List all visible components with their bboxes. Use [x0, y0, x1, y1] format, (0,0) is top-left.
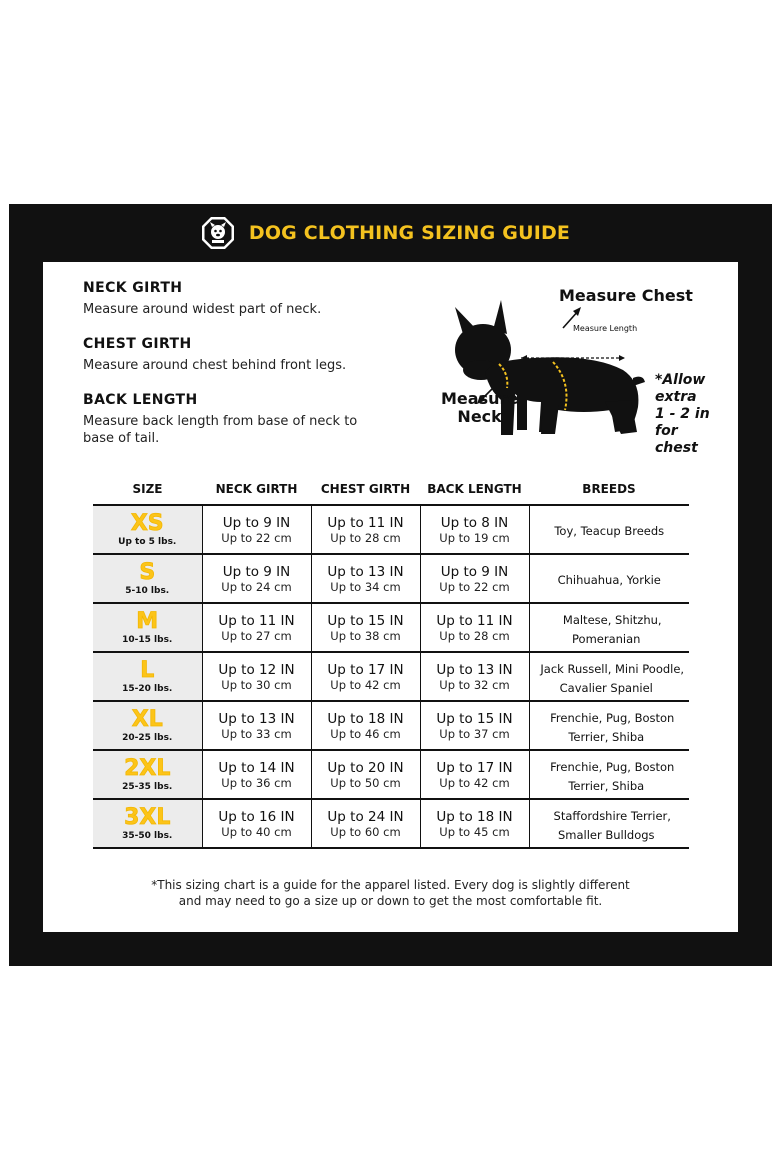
- size-weight: 15-20 lbs.: [122, 684, 173, 694]
- back-inches: Up to 8 IN: [440, 514, 509, 531]
- breeds-text: Frenchie, Pug, Boston Terrier, Shiba: [550, 710, 675, 744]
- neck-girth-cell: [202, 603, 311, 652]
- neck-cm: Up to 24 cm: [221, 579, 292, 594]
- measure-chest-label: Measure Chest: [559, 286, 693, 305]
- breeds-text: Jack Russell, Mini Poodle, Cavalier Spaniel: [540, 661, 685, 695]
- breeds-cell: [529, 603, 689, 652]
- back-cm: Up to 42 cm: [439, 775, 510, 790]
- breeds-text: Maltese, Shitzhu, Pomeranian: [562, 612, 662, 646]
- section-description: Measure around chest behind front legs.: [83, 358, 347, 373]
- neck-girth-cell: [202, 652, 311, 701]
- size-weight: 20-25 lbs.: [122, 733, 173, 743]
- size-code: 2XL: [124, 756, 171, 781]
- back-cm: Up to 32 cm: [439, 677, 510, 692]
- chest-girth-cell: [311, 652, 420, 701]
- neck-inches: Up to 9 IN: [222, 514, 291, 531]
- measure-length-label: Measure Length: [573, 324, 638, 333]
- size-code: 3XL: [124, 805, 171, 830]
- neck-inches: Up to 11 IN: [218, 612, 295, 629]
- table-header-row: [93, 474, 689, 505]
- back-cm: Up to 19 cm: [439, 530, 510, 545]
- allow-extra-line: 1 - 2 in: [655, 406, 710, 422]
- breeds-text: Chihuahua, Yorkie: [557, 573, 661, 587]
- chest-cm: Up to 28 cm: [330, 530, 401, 545]
- chest-inches: Up to 11 IN: [327, 514, 404, 531]
- page-title: DOG CLOTHING SIZING GUIDE: [248, 222, 571, 244]
- neck-girth-cell: [202, 505, 311, 554]
- neck-cm: Up to 22 cm: [221, 530, 292, 545]
- back-length-cell: [420, 505, 529, 554]
- size-code: S: [139, 560, 156, 585]
- size-code: L: [140, 658, 155, 683]
- size-table: [93, 474, 689, 849]
- chest-cm: Up to 50 cm: [330, 775, 401, 790]
- back-inches: Up to 15 IN: [436, 710, 513, 727]
- back-length-cell: [420, 799, 529, 848]
- size-weight: 10-15 lbs.: [122, 635, 173, 645]
- dog-measurement-illustration: [393, 282, 713, 457]
- size-cell: [93, 554, 202, 603]
- header: [9, 204, 772, 262]
- back-length-cell: [420, 554, 529, 603]
- breeds-cell: [529, 750, 689, 799]
- chest-inches: Up to 18 IN: [327, 710, 404, 727]
- chest-girth-cell: [311, 750, 420, 799]
- section-heading: NECK GIRTH: [83, 280, 183, 296]
- size-cell: [93, 750, 202, 799]
- size-code: M: [136, 609, 159, 634]
- neck-cm: Up to 36 cm: [221, 775, 292, 790]
- dog-face-badge-icon: [201, 216, 235, 250]
- back-cm: Up to 28 cm: [439, 628, 510, 643]
- breeds-cell: [529, 505, 689, 554]
- back-length-cell: [420, 603, 529, 652]
- column-header-size: SIZE: [93, 474, 202, 505]
- neck-inches: Up to 13 IN: [218, 710, 295, 727]
- neck-inches: Up to 9 IN: [222, 563, 291, 580]
- back-cm: Up to 37 cm: [439, 726, 510, 741]
- size-weight: 35-50 lbs.: [122, 831, 173, 841]
- size-cell: [93, 603, 202, 652]
- chest-girth-cell: [311, 603, 420, 652]
- neck-cm: Up to 33 cm: [221, 726, 292, 741]
- chest-cm: Up to 46 cm: [330, 726, 401, 741]
- table-row: [93, 701, 689, 750]
- breeds-text: Frenchie, Pug, Boston Terrier, Shiba: [550, 759, 675, 793]
- back-inches: Up to 13 IN: [436, 661, 513, 678]
- table-row: [93, 750, 689, 799]
- section-heading: BACK LENGTH: [83, 392, 198, 408]
- back-inches: Up to 9 IN: [440, 563, 509, 580]
- table-row: [93, 554, 689, 603]
- size-weight: 25-35 lbs.: [122, 782, 173, 792]
- breeds-cell: [529, 554, 689, 603]
- measure-neck-label: [441, 390, 518, 426]
- neck-girth-cell: [202, 554, 311, 603]
- allow-extra-line: extra: [655, 389, 697, 405]
- allow-extra-note: [655, 372, 713, 457]
- allow-extra-line: for chest: [655, 423, 698, 456]
- chest-inches: Up to 24 IN: [327, 808, 404, 825]
- table-row: [93, 603, 689, 652]
- neck-cm: Up to 27 cm: [221, 628, 292, 643]
- back-length-section: [83, 392, 373, 447]
- chest-cm: Up to 42 cm: [330, 677, 401, 692]
- back-inches: Up to 11 IN: [436, 612, 513, 629]
- table-row: [93, 505, 689, 554]
- guide-panel: [43, 262, 738, 932]
- chest-girth-cell: [311, 505, 420, 554]
- chest-cm: Up to 60 cm: [330, 824, 401, 839]
- neck-inches: Up to 16 IN: [218, 808, 295, 825]
- chest-inches: Up to 20 IN: [327, 759, 404, 776]
- size-code: XL: [131, 707, 163, 732]
- neck-girth-cell: [202, 750, 311, 799]
- size-code: XS: [130, 511, 164, 536]
- measure-neck-line: Measure: [441, 389, 519, 408]
- breeds-cell: [529, 799, 689, 848]
- neck-girth-cell: [202, 799, 311, 848]
- chest-inches: Up to 13 IN: [327, 563, 404, 580]
- back-length-cell: [420, 701, 529, 750]
- breeds-cell: [529, 652, 689, 701]
- back-cm: Up to 45 cm: [439, 824, 510, 839]
- back-inches: Up to 17 IN: [436, 759, 513, 776]
- back-length-cell: [420, 750, 529, 799]
- size-weight: Up to 5 lbs.: [118, 537, 177, 547]
- table-row: [93, 652, 689, 701]
- section-description: Measure around widest part of neck.: [83, 302, 322, 317]
- chest-cm: Up to 34 cm: [330, 579, 401, 594]
- footnote-line: and may need to go a size up or down to get the most comfortable fit.: [178, 894, 603, 908]
- column-header-chest: CHEST GIRTH: [311, 474, 420, 505]
- chest-girth-cell: [311, 701, 420, 750]
- back-cm: Up to 22 cm: [439, 579, 510, 594]
- column-header-breeds: BREEDS: [529, 474, 689, 505]
- neck-girth-section: [83, 280, 383, 318]
- chest-girth-section: [83, 336, 383, 374]
- footnote-line: *This sizing chart is a guide for the apparel listed. Every dog is slightly different: [151, 878, 630, 892]
- back-length-cell: [420, 652, 529, 701]
- neck-girth-cell: [202, 701, 311, 750]
- neck-cm: Up to 40 cm: [221, 824, 292, 839]
- table-row: [93, 799, 689, 848]
- chest-girth-cell: [311, 799, 420, 848]
- breeds-cell: [529, 701, 689, 750]
- chest-inches: Up to 15 IN: [327, 612, 404, 629]
- section-heading: CHEST GIRTH: [83, 336, 192, 352]
- chest-girth-cell: [311, 554, 420, 603]
- breeds-text: Staffordshire Terrier, Smaller Bulldogs: [553, 808, 671, 842]
- neck-cm: Up to 30 cm: [221, 677, 292, 692]
- back-inches: Up to 18 IN: [436, 808, 513, 825]
- size-weight: 5-10 lbs.: [125, 586, 170, 596]
- footnote: [43, 877, 738, 909]
- size-cell: [93, 701, 202, 750]
- size-cell: [93, 652, 202, 701]
- breeds-text: Toy, Teacup Breeds: [554, 524, 665, 538]
- size-cell: [93, 799, 202, 848]
- chest-cm: Up to 38 cm: [330, 628, 401, 643]
- measure-neck-line: Neck: [457, 407, 502, 426]
- neck-inches: Up to 14 IN: [218, 759, 295, 776]
- sizing-guide-frame: [9, 204, 772, 966]
- column-header-neck: NECK GIRTH: [202, 474, 311, 505]
- allow-extra-line: *Allow: [655, 372, 706, 388]
- column-header-back: BACK LENGTH: [420, 474, 529, 505]
- neck-inches: Up to 12 IN: [218, 661, 295, 678]
- section-description: Measure back length from base of neck to base of tail.: [83, 414, 358, 446]
- chest-inches: Up to 17 IN: [327, 661, 404, 678]
- size-cell: [93, 505, 202, 554]
